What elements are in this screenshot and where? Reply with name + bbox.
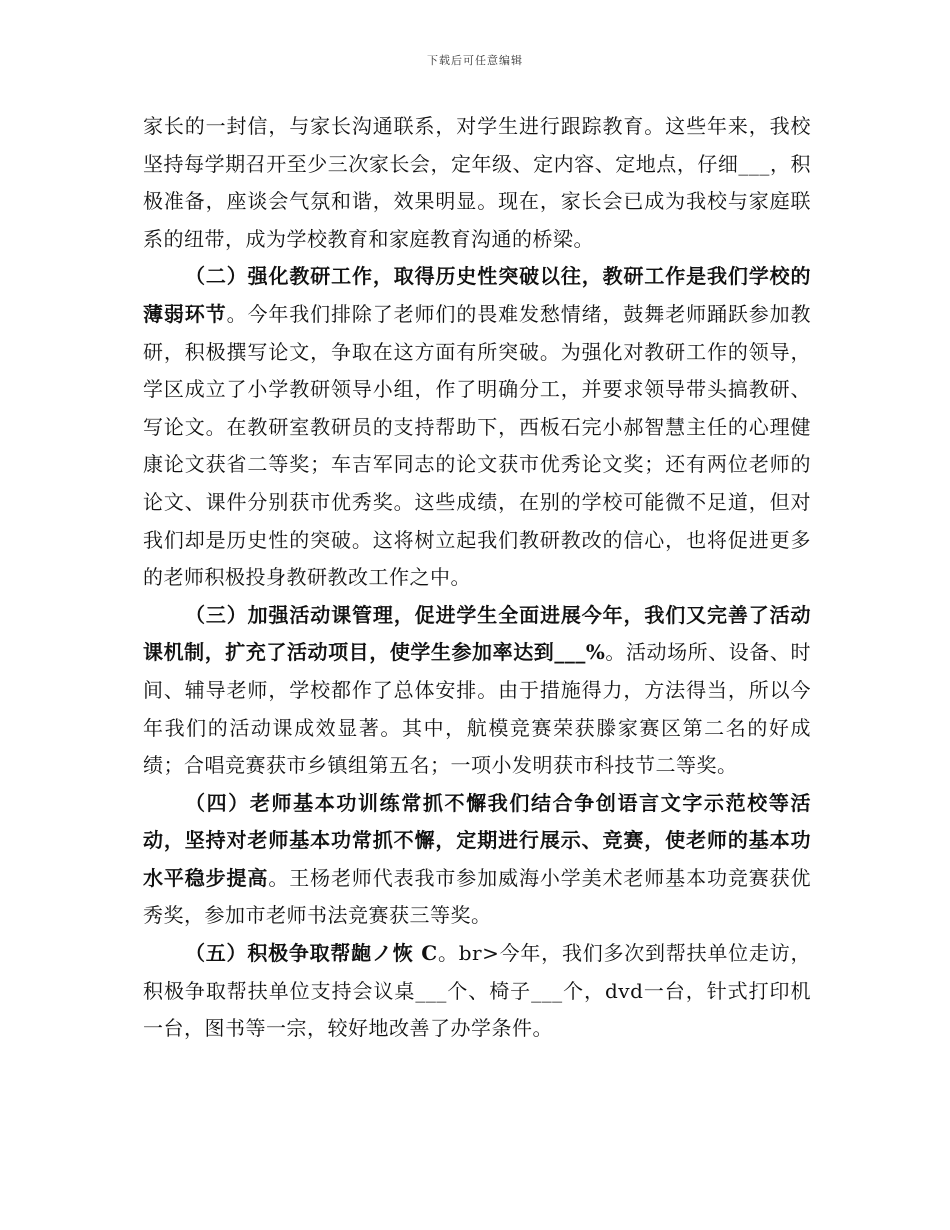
paragraph-2-text: 。今年我们排除了老师们的畏难发愁情绪，鼓舞老师踊跃参加教研，积极撰写论文，争取在这方面有所突破。为强化对教研工作的领导，学区成立了小学教研领导小组，作了明确分工，并要求领导带头搞教研、写论文。在教研室教研员的支持帮助下，西板石完小郝智慧主任的心理健康论文获省二等奖；车吉军同志的论文获市优秀论文奖；还有两位老师的论文、课件分别获市优秀奖。这些成绩，在别的学校可能微不足道，但对我们却是历史性的突破。这将树立起我们教研教改的信心，也将促进更多的老师积极投身教研教改工作之中。 xyxy=(143,301,812,590)
paragraph-3 xyxy=(143,597,811,785)
paragraph-5-text: 。br>今年，我们多次到帮扶单位走访，积极争取帮扶单位支持会议桌___个、椅子___个，dvd一台，针式打印机一台，图书等一宗，较好地改善了办学条件。 xyxy=(143,941,811,1041)
paragraph-1-text: 家长的一封信，与家长沟通联系，对学生进行跟踪教育。这些年来，我校坚持每学期召开至少三次家长会，定年级、定内容、定地点，仔细___，积极准备，座谈会气氛和谐，效果明显。现在，家长会已成为我校与家庭联系的纽带，成为学校教育和家庭教育沟通的桥梁。 xyxy=(143,114,811,251)
document-body xyxy=(143,108,811,1048)
paragraph-4-text: 。王杨老师代表我市参加威海小学美术老师基本功竞赛获优秀奖，参加市老师书法竞赛获三等奖。 xyxy=(143,865,812,928)
paragraph-5 xyxy=(143,935,811,1048)
paragraph-3-text: 。活动场所、设备、时间、辅导老师，学校都作了总体安排。由于措施得力，方法得当，所以今年我们的活动课成效显著。其中，航模竞赛荣获滕家赛区第二名的好成绩；合唱竞赛获市乡镇组第五名；一项小发明获市科技节二等奖。 xyxy=(143,640,811,778)
paragraph-2 xyxy=(143,258,811,596)
paragraph-1 xyxy=(143,108,811,258)
paragraph-4-heading: （四）老师基本功训练常抓不懈我们结合争创语言文字示范校等活动，坚持对老师基本功常抓不懈，定期进行展示、竞赛，使老师的基本功水平稳步提高 xyxy=(143,790,811,890)
paragraph-2-heading: （二）强化教研工作，取得历史性突破以往，教研工作是我们学校的薄弱环节 xyxy=(143,264,811,326)
page-header: 下载后可任意编辑 xyxy=(427,54,523,67)
paragraph-4 xyxy=(143,785,811,935)
paragraph-5-heading: （五）积极争取帮龅ノ恢 C xyxy=(185,941,438,966)
paragraph-3-heading: （三）加强活动课管理，促进学生全面进展今年，我们又完善了活动课机制，扩充了活动项目，使学生参加率达到___% xyxy=(143,602,811,665)
